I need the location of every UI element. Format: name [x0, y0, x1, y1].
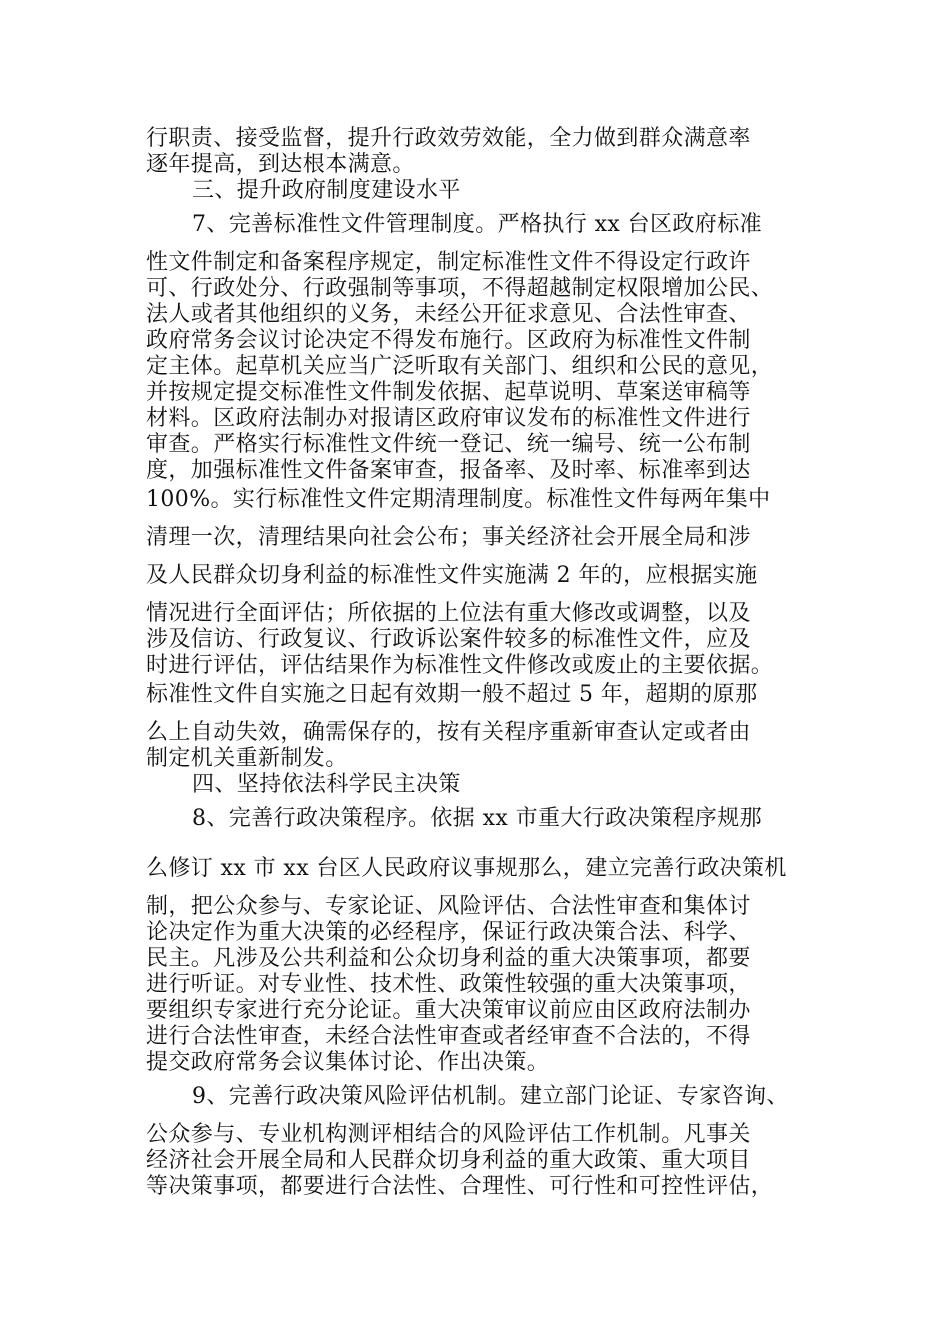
text-line: 么上自动失效，确需保存的，按有关程序重新审查认定或者由 — [146, 720, 751, 745]
text-line: 清理一次，清理结果向社会公布；事关经济社会开展全局和涉 — [146, 525, 751, 550]
text-line: 定主体。起草机关应当广泛听取有关部门、组织和公民的意见， — [146, 354, 774, 379]
text-line: 并按规定提交标准性文件制发依据、起草说明、草案送审稿等 — [146, 380, 751, 405]
text-line: 提交政府常务会议集体讨论、作出决策。 — [146, 1050, 550, 1075]
paragraph-start: 7、完善标准性文件管理制度。严格执行 xx 台区政府标准 — [192, 212, 762, 237]
text-line: 情况进行全面评估；所依据的上位法有重大修改或调整，以及 — [146, 601, 751, 626]
section-heading: 四、坚持依法科学民主决策 — [192, 772, 461, 797]
text-line: 涉及信访、行政复议、行政诉讼案件较多的标准性文件，应及 — [146, 627, 751, 652]
text-line: 100%。实行标准性文件定期清理制度。标准性文件每两年集中 — [146, 487, 771, 512]
text-line: 论决定作为重大决策的必经程序，保证行政决策合法、科学、 — [146, 920, 751, 945]
paragraph-start: 8、完善行政决策程序。依据 xx 市重大行政决策程序规那 — [192, 806, 762, 831]
text-line: 制定机关重新制发。 — [146, 746, 348, 771]
text-line: 性文件制定和备案程序规定，制定标准性文件不得设定行政许 — [146, 250, 751, 275]
text-line: 政府常务会议讨论决定不得发布施行。区政府为标准性文件制 — [146, 328, 751, 353]
text-line: 逐年提高，到达根本满意。 — [146, 152, 415, 177]
text-line: 进行听证。对专业性、技术性、政策性较强的重大决策事项， — [146, 972, 751, 997]
text-line: 经济社会开展全局和人民群众切身利益的重大政策、重大项目 — [146, 1148, 751, 1173]
text-line: 行职责、接受监督，提升行政效劳效能，全力做到群众满意率 — [146, 126, 751, 151]
text-line: 及人民群众切身利益的标准性文件实施满 2 年的，应根据实施 — [146, 563, 758, 588]
section-heading: 三、提升政府制度建设水平 — [192, 178, 461, 203]
text-line: 要组织专家进行充分论证。重大决策审议前应由区政府法制办 — [146, 998, 751, 1023]
text-line: 民主。凡涉及公共利益和公众切身利益的重大决策事项，都要 — [146, 946, 751, 971]
text-line: 法人或者其他组织的义务，未经公开征求意见、合法性审查、 — [146, 302, 751, 327]
text-line: 等决策事项，都要进行合法性、合理性、可行性和可控性评估， — [146, 1174, 774, 1199]
text-line: 么修订 xx 市 xx 台区人民政府议事规那么，建立完善行政决策机 — [146, 856, 787, 881]
text-line: 进行合法性审查，未经合法性审查或者经审查不合法的，不得 — [146, 1024, 751, 1049]
text-line: 标准性文件自实施之日起有效期一般不超过 5 年，超期的原那 — [146, 682, 758, 707]
text-line: 审查。严格实行标准性文件统一登记、统一编号、统一公布制 — [146, 432, 751, 457]
text-line: 制，把公众参与、专家论证、风险评估、合法性审查和集体讨 — [146, 894, 751, 919]
text-line: 可、行政处分、行政强制等事项，不得超越制定权限增加公民、 — [146, 276, 774, 301]
text-line: 度，加强标准性文件备案审查，报备率、及时率、标准率到达 — [146, 458, 751, 483]
paragraph-start: 9、完善行政决策风险评估机制。建立部门论证、专家咨询、 — [192, 1084, 789, 1109]
text-line: 材料。区政府法制办对报请区政府审议发布的标准性文件进行 — [146, 406, 751, 431]
text-line: 公众参与、专业机构测评相结合的风险评估工作机制。凡事关 — [146, 1122, 751, 1147]
text-line: 时进行评估，评估结果作为标准性文件修改或废止的主要依据。 — [146, 653, 774, 678]
